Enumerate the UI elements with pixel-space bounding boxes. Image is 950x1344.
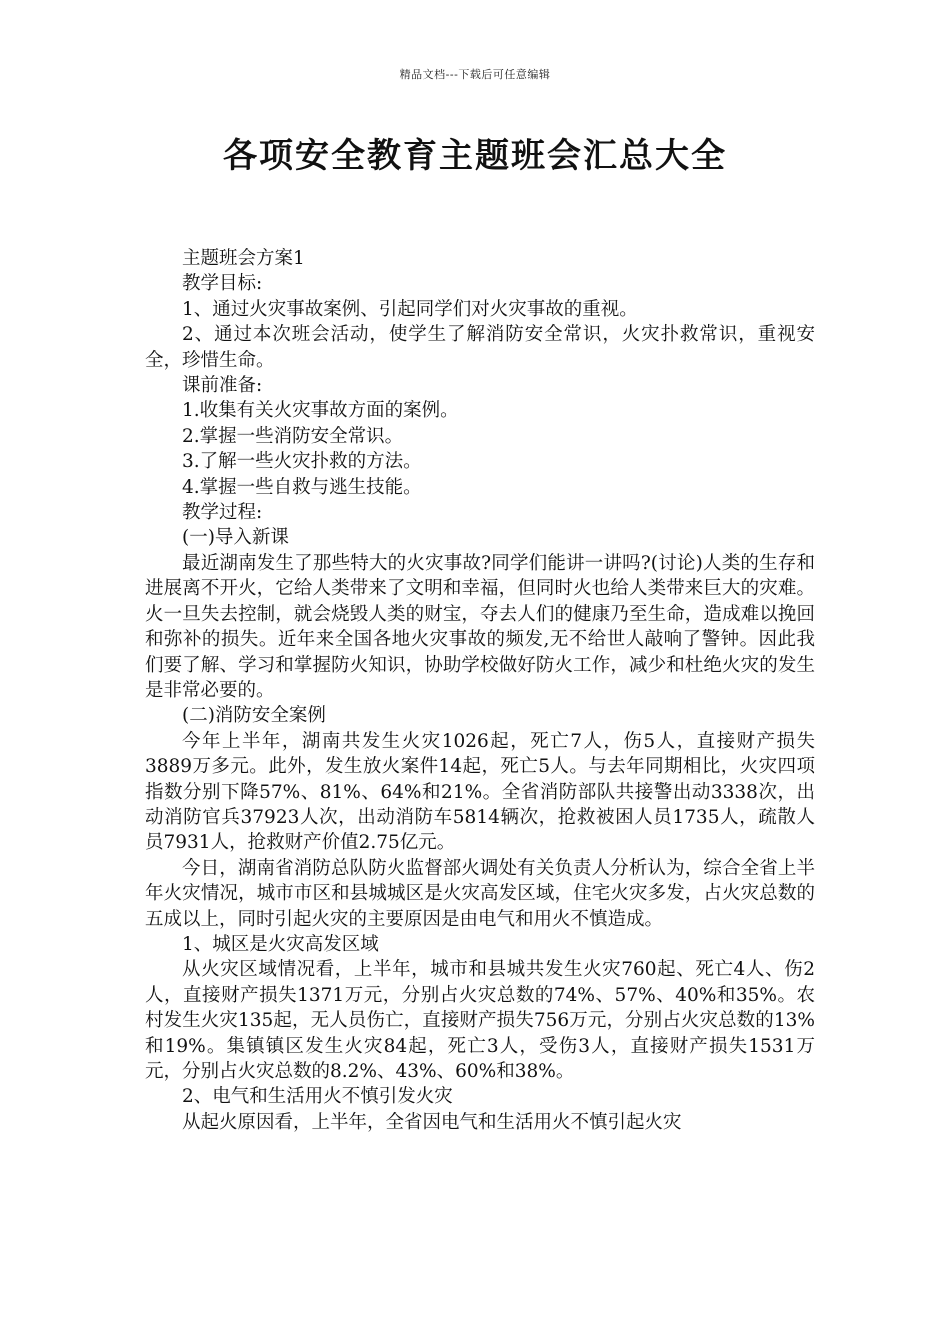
paragraph: 2、通过本次班会活动，使学生了解消防安全常识，火灾扑救常识，重视安全，珍惜生命。 [145, 324, 815, 371]
paragraph: 4.掌握一些自救与逃生技能。 [182, 476, 422, 498]
paragraph: 最近湖南发生了那些特大的火灾事故?同学们能讲一讲吗?(讨论)人类的生存和进展离不开火，它给人类带来了文明和幸福，但同时火也给人类带来巨大的灾难。火一旦失去控制，就会烧毁人类的财宝，夺去人们的健康乃至生命，造成难以挽回和弥补的损失。近年来全国各地火灾事故的频发,无不给世人敲响了警钟。因此我们要了解、学习和掌握防火知识，协助学校做好防火工作，减少和杜绝火灾的发生是非常必要的。 [145, 552, 815, 701]
paragraph: 教学过程: [182, 502, 263, 524]
document-title: 各项安全教育主题班会汇总大全 [223, 136, 727, 176]
document-body [145, 246, 815, 1135]
paragraph: 今年上半年，湖南共发生火灾1026起，死亡7人，伤5人，直接财产损失3889万多元。此外，发生放火案件14起，死亡5人。与去年同期相比，火灾四项指数分别下降57%、81%、64%和21%。全省消防部队共接警出动3338次，出动消防官兵37923人次，出动消防车5814辆次，抢救被困人员1735人，疏散人员7931人，抢救财产价值2.75亿元。 [145, 730, 815, 854]
page-header: 精品文档---下载后可任意编辑 [399, 68, 551, 81]
paragraph: 主题班会方案1 [182, 248, 305, 269]
paragraph: 1、通过火灾事故案例、引起同学们对火灾事故的重视。 [182, 298, 638, 320]
paragraph: 从起火原因看，上半年，全省因电气和生活用火不慎引起火灾 [182, 1111, 682, 1133]
paragraph: 今日，湖南省消防总队防火监督部火调处有关负责人分析认为，综合全省上半年火灾情况，城市市区和县城城区是火灾高发区域，住宅火灾多发，占火灾总数的五成以上，同时引起火灾的主要原因是由电气和用火不慎造成。 [145, 857, 815, 930]
paragraph: 3.了解一些火灾扑救的方法。 [182, 451, 422, 473]
paragraph: (一)导入新课 [182, 527, 289, 549]
paragraph: (二)消防安全案例 [182, 705, 326, 727]
paragraph: 1.收集有关火灾事故方面的案例。 [182, 400, 459, 422]
paragraph: 教学目标: [182, 273, 263, 295]
paragraph: 2.掌握一些消防安全常识。 [182, 425, 404, 447]
paragraph: 2、电气和生活用火不慎引发火灾 [182, 1086, 453, 1108]
paragraph: 从火灾区域情况看，上半年，城市和县城共发生火灾760起、死亡4人、伤2人，直接财产损失1371万元，分别占火灾总数的74%、57%、40%和35%。农村发生火灾135起，无人员伤亡，直接财产损失756万元，分别占火灾总数的13%和19%。集镇镇区发生火灾84起，死亡3人，受伤3人，直接财产损失1531万元，分别占火灾总数的8.2%、43%、60%和38%。 [145, 959, 815, 1082]
paragraph: 课前准备: [182, 375, 263, 397]
paragraph: 1、城区是火灾高发区域 [182, 933, 379, 955]
